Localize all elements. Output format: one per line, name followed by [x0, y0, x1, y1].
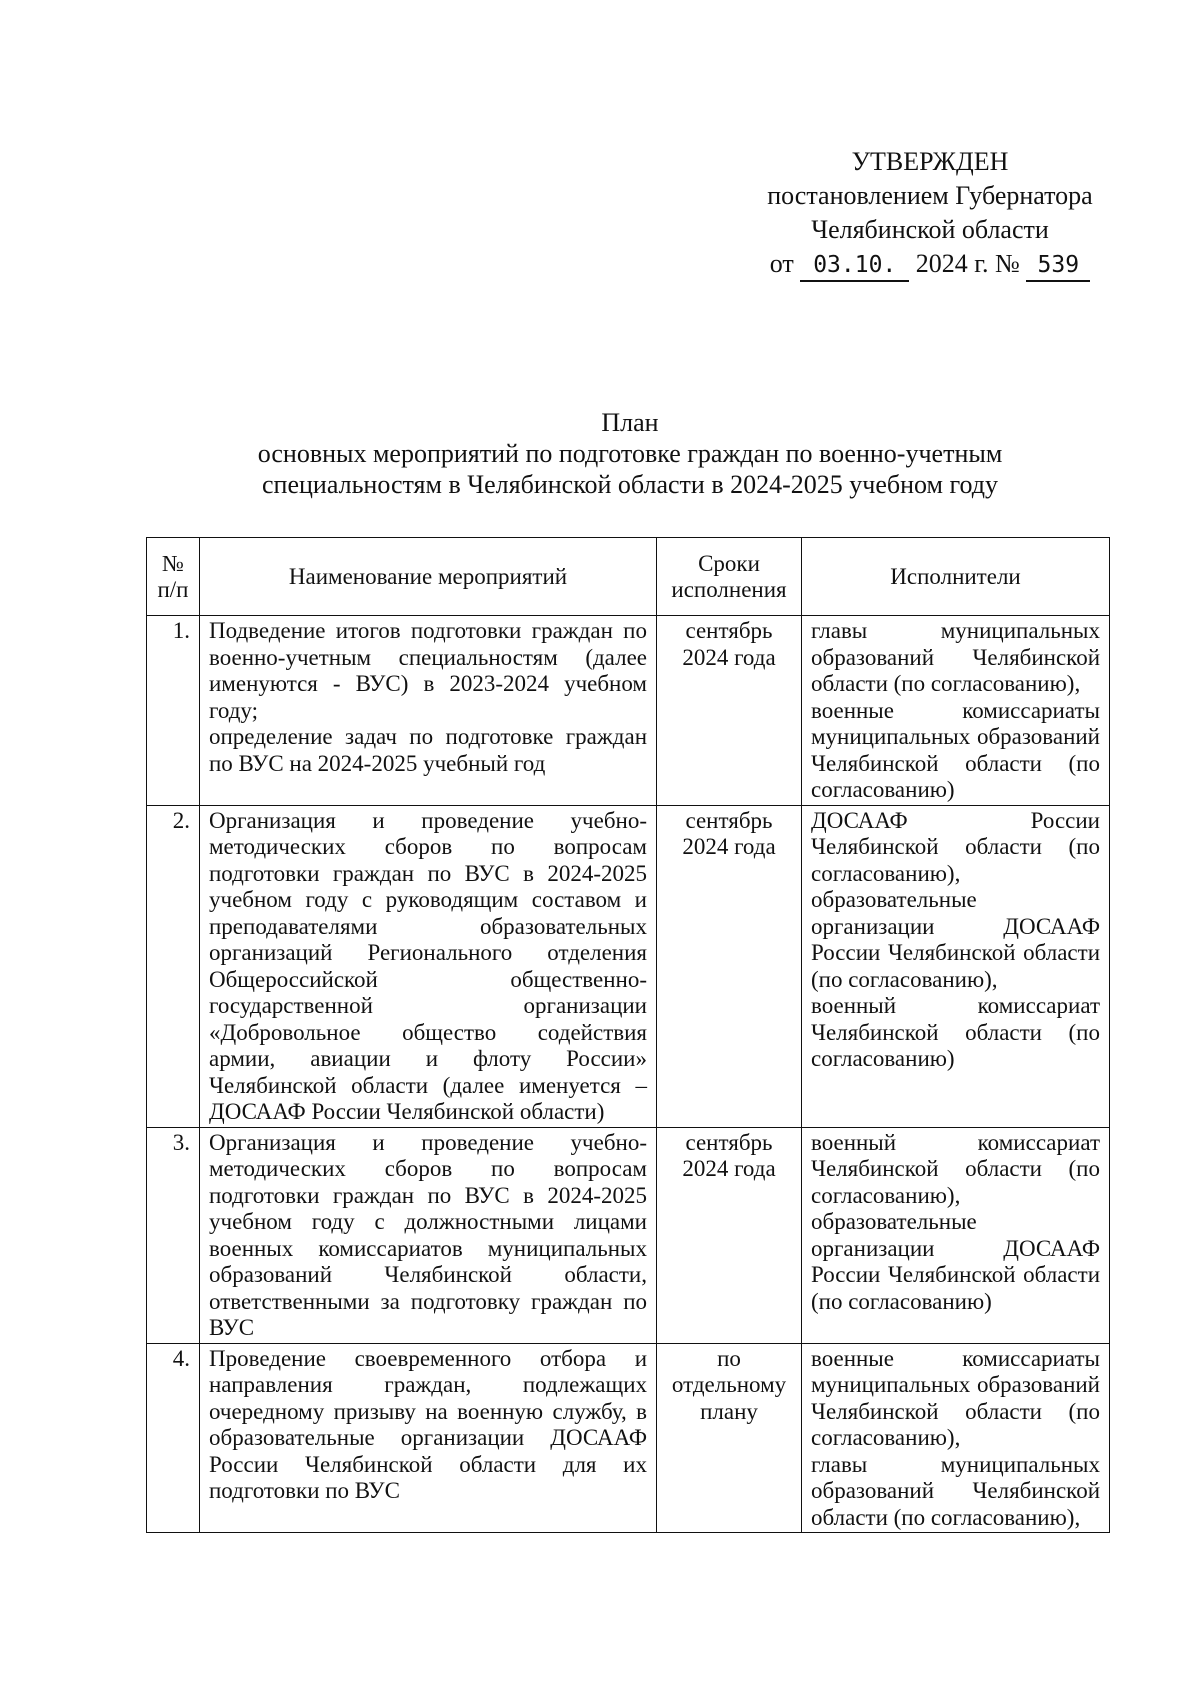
row-number: 2. [147, 805, 200, 1127]
header-term: Сроки исполнения [657, 538, 802, 616]
table-row [147, 1127, 1110, 1343]
year-text: 2024 г. № [915, 249, 1020, 278]
row-number: 4. [147, 1343, 200, 1533]
row-executor-part: главы муниципальных образований Челябинской области (по согласованию), [811, 1451, 1100, 1530]
table-header-row [147, 538, 1110, 616]
row-executors [802, 1127, 1110, 1343]
row-executors [802, 1343, 1110, 1533]
approval-stamp [740, 145, 1120, 282]
row-executor-part: образовательные организации ДОСААФ России Челябинской области (по согласованию) [811, 1209, 1100, 1314]
table-row [147, 805, 1110, 1127]
row-name [200, 616, 657, 806]
row-executor-part: военные комиссариаты муниципальных образований Челябинской области (по согласованию) [811, 697, 1100, 802]
row-number: 1. [147, 616, 200, 806]
approval-line-1: постановлением Губернатора [767, 181, 1093, 210]
approval-line-2: Челябинской области [811, 215, 1049, 244]
row-executors [802, 805, 1110, 1127]
row-executor-part: главы муниципальных образований Челябинской области (по согласованию), [811, 618, 1100, 696]
header-executors: Исполнители [802, 538, 1110, 616]
row-name-part: определение задач по подготовке граждан по ВУС на 2024-2025 учебный год [209, 724, 647, 776]
row-term: по отдельному плану [657, 1343, 802, 1533]
date-value: 03.10. [800, 250, 909, 282]
document-number: 539 [1026, 250, 1090, 282]
row-name-part: Организация и проведение учебно-методических сборов по вопросам подготовки граждан по ВУС в 2024-2025 учебном году с должностными лицами военных комиссариатов муниципальных образований Челябинской области, ответственными за подготовку граждан по ВУС [209, 1129, 647, 1340]
row-name [200, 1127, 657, 1343]
plan-title [150, 407, 1110, 500]
title-line-3: специальностям в Челябинской области в 2024-2025 учебном году [262, 470, 998, 499]
row-name-part: Организация и проведение учебно-методических сборов по вопросам подготовки граждан по ВУС в 2024-2025 учебном году с руководящим составом и преподавателями образовательных организаций Регионального отделения Общероссийской общественно-государственной организации «Добровольное общество содействия армии, авиации и флоту России» Челябинской области (далее именуется – ДОСААФ России Челябинской области) [209, 807, 647, 1124]
row-term: сентябрь 2024 года [657, 1127, 802, 1343]
row-executors [802, 616, 1110, 806]
table-row [147, 1343, 1110, 1533]
row-term: сентябрь 2024 года [657, 616, 802, 806]
date-prefix: от [769, 249, 794, 278]
row-executor-part: военный комиссариат Челябинской области (по согласованию) [811, 993, 1100, 1071]
row-executor-part: образовательные организации ДОСААФ России Челябинской области (по согласованию), [811, 887, 1100, 992]
approval-date-line [740, 247, 1120, 282]
title-line-2: основных мероприятий по подготовке граждан по военно-учетным [257, 439, 1003, 468]
row-name-part: Проведение своевременного отбора и направления граждан, подлежащих очередному призыву на военную службу, в образовательные организации ДОСААФ России Челябинской области для их подготовки по ВУС [209, 1345, 647, 1503]
row-term: сентябрь 2024 года [657, 805, 802, 1127]
header-name: Наименование мероприятий [200, 538, 657, 616]
header-number: № п/п [147, 538, 200, 616]
table-row [147, 616, 1110, 806]
row-number: 3. [147, 1127, 200, 1343]
row-name-part: Подведение итогов подготовки граждан по военно-учетным специальностям (далее именуются - ВУС) в 2023-2024 учебном году; [209, 618, 647, 723]
row-name [200, 805, 657, 1127]
plan-table [146, 537, 1110, 1533]
approval-heading: УТВЕРЖДЕН [851, 147, 1009, 176]
title-line-1: План [601, 408, 659, 437]
row-name [200, 1343, 657, 1533]
row-executor-part: военный комиссариат Челябинской области (по согласованию), [811, 1129, 1100, 1208]
row-executor-part: ДОСААФ России Челябинской области (по согласованию), [811, 807, 1100, 886]
row-executor-part: военные комиссариаты муниципальных образований Челябинской области (по согласованию), [811, 1345, 1100, 1450]
